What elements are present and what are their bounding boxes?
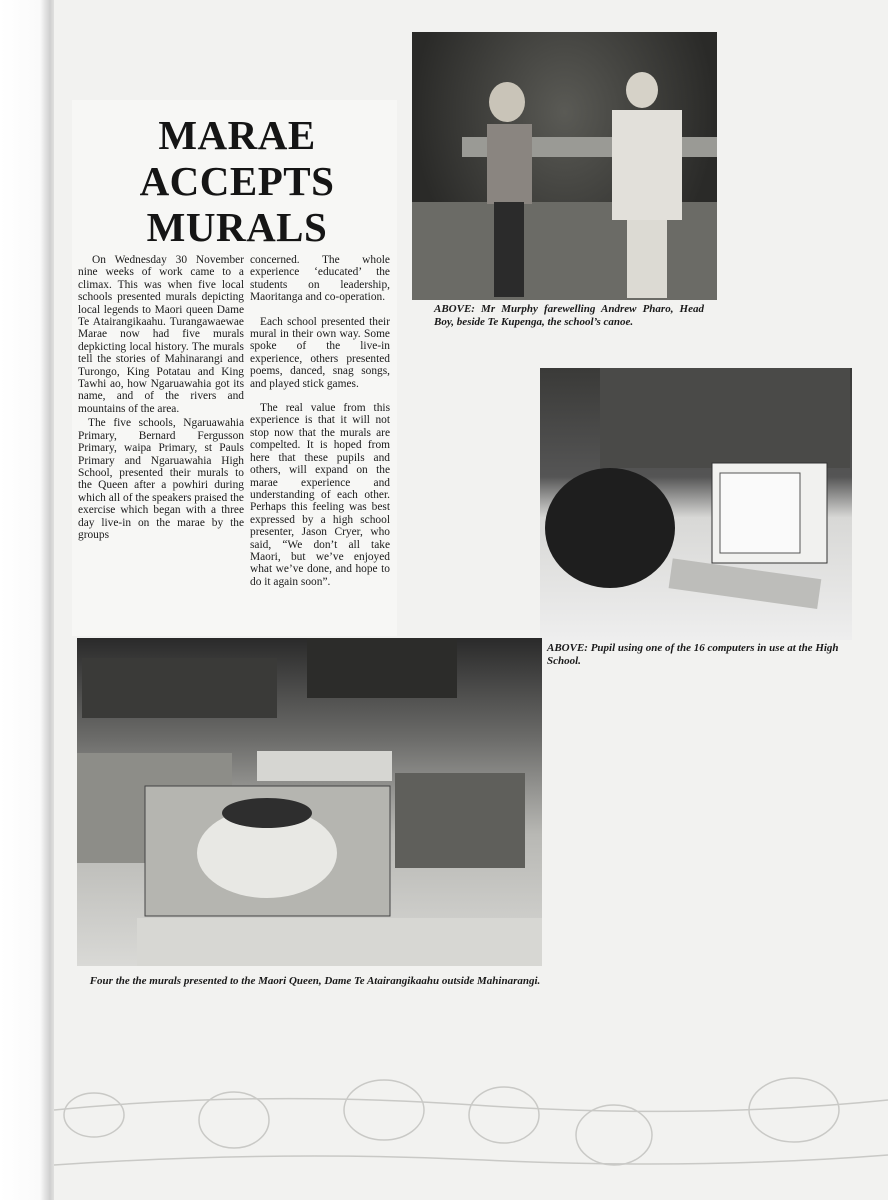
- article-column-1: [78, 254, 244, 541]
- photo-handshake: [412, 32, 717, 300]
- murals-photo-image: [77, 638, 542, 966]
- caption-photo3: Four the the murals presented to the Maori Queen, Dame Te Atairangikaahu outside Mahinarangi.: [89, 975, 541, 987]
- paragraph: On Wednesday 30 November nine weeks of work came to a climax. This was when five local schools presented murals depicting local legends to Maori queen Dame Te Atairangikaahu. Turangawaewae Marae now had five murals depkicting local history. The murals tell the stories of Mahinarangi and Turongo, King Potatau and King Tawhi ao, how Ngaruawahia got its name, and of the rivers and mountains of the area.: [78, 254, 244, 415]
- paragraph: The real value from this experience is that it will not stop now that the murals are compelted. It is hoped from here that these pupils and others, will expand on the marae experience and understanding of each other. Perhaps this feeling was best expressed by a high school presenter, Jason Cryer, who said, “We don’t all take Maori, but we’ve enjoyed what we’ve done, and hope to do it again soon”.: [250, 402, 390, 588]
- photo-computer: [540, 368, 852, 640]
- computer-photo-image: [540, 368, 852, 640]
- title-line: MURALS: [146, 204, 328, 250]
- article-title: [78, 112, 396, 250]
- scan-page-edge: [0, 0, 54, 1200]
- handshake-photo-image: [412, 32, 717, 300]
- title-line: ACCEPTS: [139, 158, 335, 204]
- title-line: MARAE: [158, 112, 316, 158]
- caption-photo2: ABOVE: Pupil using one of the 16 computers in use at the High School.: [547, 642, 839, 667]
- photo-murals: [77, 638, 542, 966]
- paragraph: concerned. The whole experience ‘educated’ the students on leadership, Maoritanga and co-operation.: [250, 254, 390, 304]
- article-column-2: [250, 254, 390, 588]
- paragraph: The five schools, Ngaruawahia Primary, Bernard Fergusson Primary, waipa Primary, st Pauls Primary and Ngaruawahia High School, presented their murals to the Queen after a powhiri during which all of the speakers praised the exercise which began with a three day live-in on the marae by the groups: [78, 417, 244, 541]
- decorative-border-drawing: [54, 1070, 888, 1190]
- caption-photo1: ABOVE: Mr Murphy farewelling Andrew Pharo, Head Boy, beside Te Kupenga, the school’s canoe.: [434, 303, 704, 328]
- paragraph: Each school presented their mural in their own way. Some spoke of the live-in experience, others presented poems, danced, snag songs, and played stick games.: [250, 315, 390, 390]
